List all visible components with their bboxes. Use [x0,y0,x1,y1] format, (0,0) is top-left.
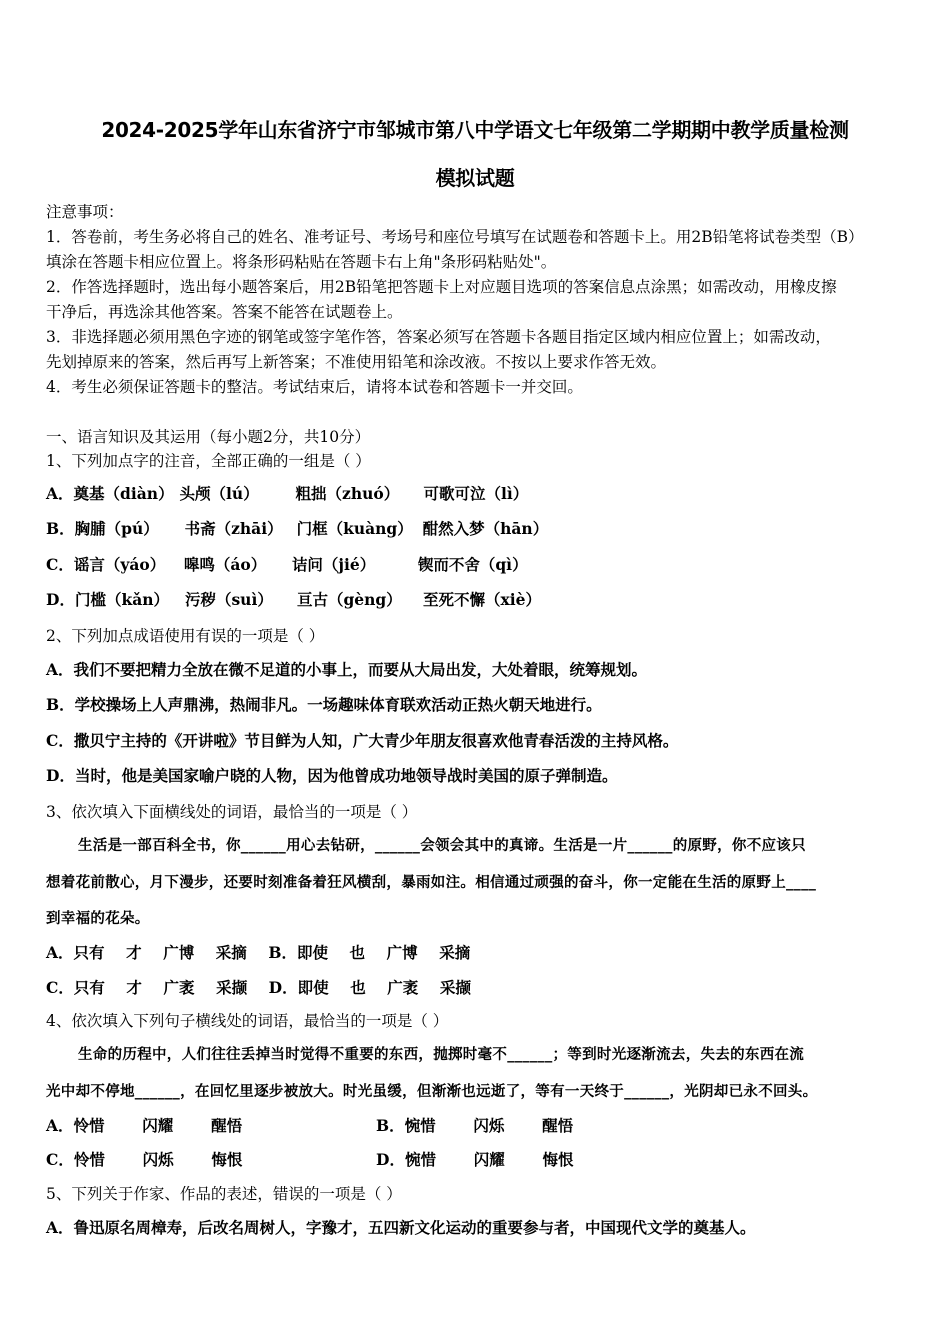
option-item: 可歌可泣（lì） [423,484,529,503]
option-label: D． [46,590,75,609]
q4-option-b: B．惋惜 闪烁 醒悟 [376,1116,574,1135]
question-5-stem: 5、下列关于作家、作品的表述，错误的一项是（ ） [46,1185,402,1203]
q4-passage-line: 光中却不停地______，在回忆里逐步被放大。时光虽缓，但渐渐也远逝了，等有一天终于______，光阴却已永不回头。 [46,1083,818,1100]
option-item: 嗥鸣（áo） [183,555,267,574]
notice-line: 干净后，再选涂其他答案。答案不能答在试题卷上。 [46,303,403,321]
notice-line: 2．作答选择题时，选出每小题答案后，用2B铅笔把答题卡上对应题目选项的答案信息点涂黑；如需改动，用橡皮擦 [46,278,837,296]
q4-option-a: A．怜惜 闪耀 醒悟 [46,1116,243,1135]
q2-option-b: B．学校操场上人声鼎沸，热闹非凡。一场趣味体育联欢活动正热火朝天地进行。 [46,695,602,714]
option-item: 头颅（lú） [179,484,259,503]
q1-option-c [46,555,528,575]
option-item: 酣然入梦（hān） [422,519,549,538]
notice-line: 3．非选择题必须用黑色字迹的钢笔或签字笔作答，答案必须写在答题卡各题目指定区域内相应位置上；如需改动， [46,328,831,346]
q2-option-c: C．撒贝宁主持的《开讲啦》节目鲜为人知，广大青少年朋友很喜欢他青春活泼的主持风格。 [46,731,679,750]
option-item: 粗拙（zhuó） [295,484,400,503]
question-3-stem: 3、依次填入下面横线处的词语，最恰当的一项是（ ） [46,803,418,821]
q3-options-row: A．只有 才 广博 采摘 B．即使 也 广博 采摘 [46,943,471,962]
notice-line: 4．考生必须保证答题卡的整洁。考试结束后，请将本试卷和答题卡一并交回。 [46,378,583,396]
question-2-stem: 2、下列加点成语使用有误的一项是（ ） [46,627,325,645]
option-item: 胸脯（pú） [74,519,159,538]
q3-passage-line: 生活是一部百科全书，你______用心去钻研，______会领会其中的真谛。生活是一片______的原野，你不应该只 [78,837,806,854]
notice-line: 1．答卷前，考生务必将自己的姓名、准考证号、考场号和座位号填写在试题卷和答题卡上。用2B铅笔将试卷类型（B） [46,228,864,246]
q1-option-d [46,590,541,610]
notice-line: 先划掉原来的答案，然后再写上新答案；不准使用铅笔和涂改液。不按以上要求作答无效。 [46,353,667,371]
q2-option-d: D．当时，他是美国家喻户晓的人物，因为他曾成功地领导战时美国的原子弹制造。 [46,766,618,785]
q3-passage-line: 到幸福的花朵。 [46,910,150,927]
option-item: 污秽（suì） [184,590,273,609]
q4-option-c: C．怜惜 闪烁 悔恨 [46,1150,243,1169]
question-4-stem: 4、依次填入下列句子横线处的词语，最恰当的一项是（ ） [46,1012,449,1030]
option-item: 锲而不舍（qì） [417,555,528,574]
option-label: A． [46,484,74,503]
q3-passage-line: 想着花前散心，月下漫步，还要时刻准备着狂风横刮，暴雨如注。相信通过顽强的奋斗，你一定能在生活的原野上____ [46,874,817,891]
title-line-2: 模拟试题 [435,166,515,190]
question-1-stem: 1、下列加点字的注音，全部正确的一组是（ ） [46,452,371,470]
q1-option-b [46,519,548,539]
q3-options-row: C．只有 才 广袤 采撷 D．即使 也 广袤 采撷 [46,978,471,997]
q5-option-a: A．鲁迅原名周樟寿，后改名周树人，字豫才，五四新文化运动的重要参与者，中国现代文学的奠基人。 [46,1218,756,1237]
option-item: 门槛（kǎn） [74,590,170,609]
q1-option-a [46,484,528,504]
q4-option-d: D．惋惜 闪耀 悔恨 [376,1150,574,1169]
option-item: 门框（kuàng） [296,519,413,538]
q4-passage-line: 生命的历程中，人们往往丢掉当时觉得不重要的东西，抛掷时毫不______；等到时光逐渐流去，失去的东西在流 [78,1046,805,1063]
option-item: 书斋（zhāi） [184,519,283,538]
option-item: 至死不懈（xiè） [422,590,541,609]
option-item: 奠基（diàn） [73,484,174,503]
option-label: C． [46,555,74,574]
title-line-1: 2024-2025学年山东省济宁市邹城市第八中学语文七年级第二学期期中教学质量检测 [101,118,849,142]
q2-option-a: A．我们不要把精力全放在微不足道的小事上，而要从大局出发，大处着眼，统筹规划。 [46,660,648,679]
option-item: 亘古（gèng） [296,590,402,609]
option-item: 诘问（jié） [291,555,376,574]
option-label: B． [46,519,75,538]
notice-line: 填涂在答题卡相应位置上。将条形码粘贴在答题卡右上角"条形码粘贴处"。 [46,253,557,271]
section-heading: 一、语言知识及其运用（每小题2分，共10分） [46,428,371,446]
option-item: 谣言（yáo） [73,555,166,574]
notice-heading: 注意事项： [46,203,124,221]
